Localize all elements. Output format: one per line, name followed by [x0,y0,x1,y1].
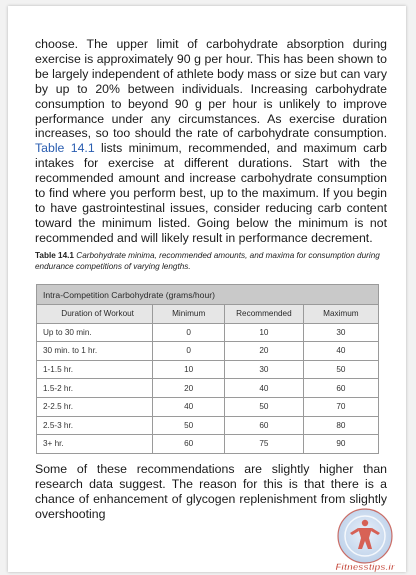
table-title-row [37,285,379,305]
duration-cell: 2.5-3 hr. [37,416,153,435]
carbohydrate-table [36,284,379,454]
document-page [8,6,406,572]
duration-cell: 30 min. to 1 hr. [37,342,153,361]
table-14-1-link[interactable]: Table 14.1 [35,141,95,156]
table-title: Intra-Competition Carbohydrate (grams/hour) [37,285,379,305]
table-row [37,342,379,361]
fitnesstips-watermark-logo [328,506,402,572]
caption-label: Table 14.1 [35,251,74,260]
recommended-cell: 30 [225,360,304,379]
duration-cell: 3+ hr. [37,435,153,454]
header-duration: Duration of Workout [37,305,153,324]
maximum-cell: 50 [303,360,378,379]
maximum-cell: 90 [303,435,378,454]
header-maximum: Maximum [303,305,378,324]
header-minimum: Minimum [153,305,225,324]
recommended-cell: 20 [225,342,304,361]
duration-cell: 1.5-2 hr. [37,379,153,398]
table-row [37,360,379,379]
minimum-cell: 40 [153,397,225,416]
maximum-cell: 60 [303,379,378,398]
table-caption [35,251,387,272]
duration-cell: Up to 30 min. [37,323,153,342]
minimum-cell: 50 [153,416,225,435]
table-row [37,416,379,435]
maximum-cell: 40 [303,342,378,361]
recommended-cell: 40 [225,379,304,398]
table-row [37,397,379,416]
body-paragraph-2: Some of these recommendations are slightly higher than research data suggest. The reason for this is that there is a chance of enhancement of glycogen replenishment from slightly overshooting [35,462,387,521]
minimum-cell: 0 [153,323,225,342]
recommended-cell: 75 [225,435,304,454]
recommended-cell: 50 [225,397,304,416]
minimum-cell: 0 [153,342,225,361]
table-row [37,323,379,342]
caption-text: Carbohydrate minima, recommended amounts, and maxima for consumption during endurance competitions of varying lengths. [35,251,380,271]
table-header-row [37,305,379,324]
recommended-cell: 60 [225,416,304,435]
table-row [37,435,379,454]
header-recommended: Recommended [225,305,304,324]
table-row [37,379,379,398]
minimum-cell: 20 [153,379,225,398]
watermark-text: Fitnesstips.ir [335,562,395,573]
minimum-cell: 10 [153,360,225,379]
maximum-cell: 30 [303,323,378,342]
recommended-cell: 10 [225,323,304,342]
paragraph-1-text-after: lists minimum, recommended, and maximum carb intakes for exercise at different durations. Start with the recommended amount and increase carbohydrate consumption to find where you perform best, up to the maximum. If you begin to have gastrointestinal issues, consider reducing carb content toward the minimum listed. Going below the minimum is not recommended and will likely result in performance decrement. [35,141,387,245]
maximum-cell: 70 [303,397,378,416]
minimum-cell: 60 [153,435,225,454]
duration-cell: 2-2.5 hr. [37,397,153,416]
duration-cell: 1-1.5 hr. [37,360,153,379]
maximum-cell: 80 [303,416,378,435]
body-paragraph-1 [35,37,387,246]
paragraph-1-text-before: choose. The upper limit of carbohydrate absorption during exercise is approximately 90 g per hour. This has been shown to be largely independent of athlete body mass or size but can vary by up to 20% between individuals. Increasing carbohydrate consumption to beyond 90 g per hour is unlikely to improve performance under any circumstances. As exercise duration increases, so too should the rate of carbohydrate consumption. [35,37,387,141]
